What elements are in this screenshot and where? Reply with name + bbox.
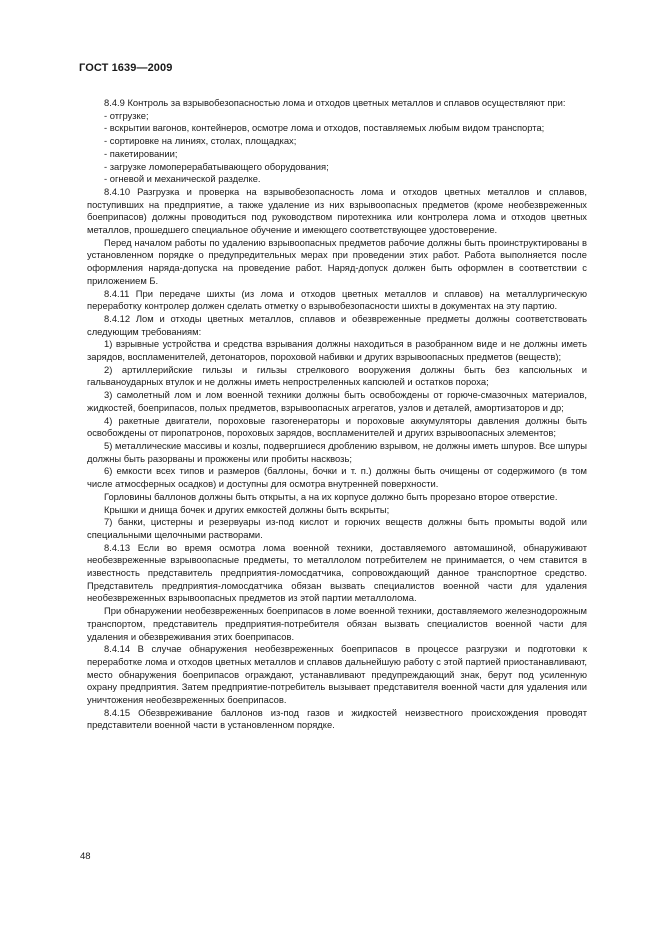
list-item: - вскрытии вагонов, контейнеров, осмотре лома и отходов, поставляемых любым видом транспорта; <box>104 122 545 134</box>
document-body <box>87 97 587 732</box>
paragraph: Горловины баллонов должны быть открыты, а на их корпусе должно быть прорезано второе отверстие. <box>104 490 558 502</box>
paragraph: Крышки и днища бочек и других емкостей должны быть вскрыты; <box>104 503 390 515</box>
paragraph: 5) металлические массивы и козлы, подвергшиеся дроблению взрывом, не должны иметь шпуров. Все шпуры должны быть разорваны и прожжены или пробиты насквозь; <box>87 439 587 464</box>
paragraph: 8.4.14 В случае обнаружения необезвреженных боеприпасов в процессе разгрузки и подготовки к переработке лома и отходов цветных металлов и сплавов дальнейшую работу с этой партией приостанавливают, место обнаружения боеприпасов ограждают, устанавливают предупреждающий знак, берут под усиленную охрану предприятия. Затем предприятие-потребитель вызывает представителя военной части для удаления или уничтожения необезвреженных боеприпасов. <box>87 643 587 706</box>
paragraph: 8.4.11 При передаче шихты (из лома и отходов цветных металлов и сплавов) на металлургическую переработку контролер должен сделать отметку о взрывобезопасности шихты в документах на эту партию. <box>87 287 587 312</box>
paragraph: Перед началом работы по удалению взрывоопасных предметов рабочие должны быть проинструктированы в установленном порядке о предупредительных мерах при проведении этих работ. Работа выполняется после оформления наряда-допуска на проведение работ. Наряд-допуск должен быть оформлен в соответствии с приложением Б. <box>87 236 587 286</box>
paragraph: 2) артиллерийские гильзы и гильзы стрелкового вооружения должны быть без капсюльных и гальваноударных втулок и не должны иметь непростреленных капсюлей и остатков пороха; <box>87 363 587 388</box>
paragraph: При обнаружении необезвреженных боеприпасов в ломе военной техники, доставляемого железнодорожным транспортом, представитель предприятия-потребителя обязан вызвать специалистов военной части для удаления и обезвреживания этих боеприпасов. <box>87 605 587 642</box>
list-item: - отгрузке; <box>104 109 149 121</box>
paragraph: 1) взрывные устройства и средства взрывания должны находиться в разобранном виде и не должны иметь зарядов, воспламенителей, детонаторов, пороховой набивки и других взрывоопасных предметов (веществ); <box>87 338 587 363</box>
document-header: ГОСТ 1639—2009 <box>79 62 173 74</box>
list-item: - пакетировании; <box>104 147 178 159</box>
paragraph: 3) самолетный лом и лом военной техники должны быть освобождены от горюче-смазочных материалов, жидкостей, боеприпасов, полых предметов, взрывоопасных агрегатов, узлов и деталей, амортизаторов и др; <box>87 389 587 413</box>
list-item: - сортировке на линиях, столах, площадках; <box>104 135 297 147</box>
list-item: - загрузке ломоперерабатывающего оборудования; <box>104 160 329 172</box>
list-item: - огневой и механической разделке. <box>104 173 261 185</box>
paragraph: 6) емкости всех типов и размеров (баллоны, бочки и т. п.) должны быть очищены от содержимого (в том числе атмосферных осадков) и доступны для осмотра внутренней поверхности. <box>87 465 587 490</box>
paragraph: 8.4.10 Разгрузка и проверка на взрывобезопасность лома и отходов цветных металлов и сплавов, поступивших на предприятие, а также удаление из них взрывоопасных предметов (кроме необезвреженных боеприпасов) должны проводиться под руководством пиротехника или контролера лома и отходов цветных металлов, прошедшего специальное обучение и имеющего соответствующее удостоверение. <box>87 185 587 236</box>
paragraph: 7) банки, цистерны и резервуары из-под кислот и горючих веществ должны быть промыты водой или специальными щелочными растворами. <box>87 516 587 540</box>
paragraph: 8.4.15 Обезвреживание баллонов из-под газов и жидкостей неизвестного происхождения проводят представители военной части в установленном порядке. <box>87 706 587 731</box>
page-number: 48 <box>80 851 91 862</box>
paragraph: 8.4.9 Контроль за взрывобезопасностью лома и отходов цветных металлов и сплавов осуществляют при: <box>104 97 566 108</box>
paragraph: 4) ракетные двигатели, пороховые газогенераторы и пороховые аккумуляторы давления должны быть освобождены от пиропатронов, пороховых зарядов, воспламенителей и других взрывоопасных элементов; <box>87 414 587 439</box>
paragraph: 8.4.13 Если во время осмотра лома военной техники, доставляемого автомашиной, обнаруживают необезвреженные взрывоопасные предметы, то металлолом потребителем не принимается, о чем ставится в известность представитель предприятия-ломосдатчика, сопровождающий данное транспортное средство. Представитель предприятия-ломосдатчика обязан вызвать специалистов военной части для удаления необезвреженных взрывоопасных предметов из этой партии металлолома. <box>87 541 587 604</box>
paragraph: 8.4.12 Лом и отходы цветных металлов, сплавов и обезвреженные предметы должны соответствовать следующим требованиям: <box>87 312 587 337</box>
